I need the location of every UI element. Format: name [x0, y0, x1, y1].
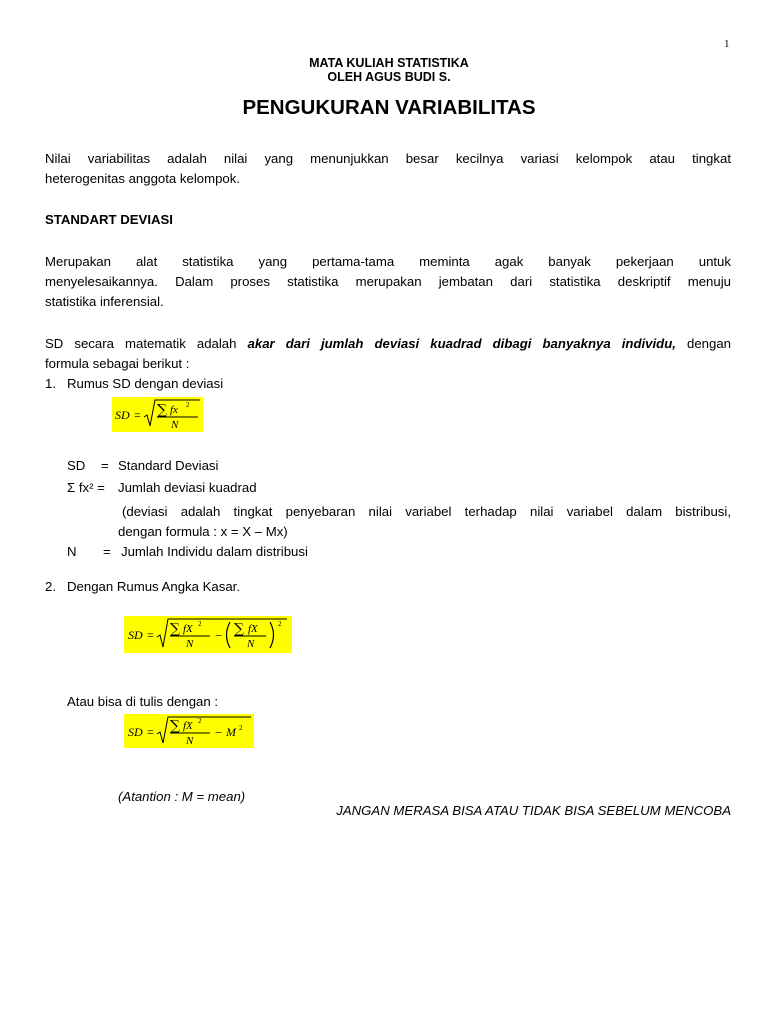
- legend-sd-eq: =: [101, 458, 109, 473]
- formula-1-numerator: fx: [170, 404, 178, 416]
- legend-n-term: N: [67, 544, 77, 559]
- page-title: PENGUKURAN VARIABILITAS: [242, 96, 536, 119]
- formula-2-exponent: 2: [198, 620, 202, 628]
- page-number: 1: [724, 38, 730, 50]
- formula-2-right-paren: [270, 622, 274, 648]
- formula-2-eq: =: [147, 628, 154, 642]
- legend-n-definition: Jumlah Individu dalam distribusi: [121, 544, 308, 559]
- formula-2-outer-exponent: 2: [278, 620, 282, 628]
- formula-3-mean: M: [226, 725, 236, 739]
- formula-2-sum: ∑: [170, 621, 180, 637]
- formula-sd-mean: [124, 714, 254, 748]
- item-2-number: 2.: [45, 579, 56, 594]
- sd-formula-desc-line-2: formula sebagai berikut :: [45, 356, 190, 371]
- formula-3-sum: ∑: [170, 718, 180, 734]
- legend-sd-term: SD: [67, 458, 86, 473]
- legend-fx-definition: Jumlah deviasi kuadrad: [118, 480, 257, 495]
- intro-line-2: heterogenitas anggota kelompok.: [45, 171, 241, 186]
- formula-sd-raw-score-graphic: [124, 616, 292, 653]
- motto: JANGAN MERASA BISA ATAU TIDAK BISA SEBELUM MENCOBA: [336, 803, 731, 818]
- sd-desc-line-1: Merupakan alat statistika yang pertama-tama meminta agak banyak pekerjaan untuk: [45, 254, 731, 269]
- formula-1-denominator: N: [171, 419, 179, 431]
- formula-sd-mean-graphic: [124, 714, 254, 748]
- sd-formula-description: [45, 334, 731, 374]
- formula-2-inner-numerator: fX: [248, 623, 258, 635]
- formula-sd-raw-score: [124, 616, 292, 653]
- legend-note-line-2: dengan formula : x = X – Mx): [118, 524, 288, 539]
- formula-2-inner-denominator: N: [247, 638, 255, 650]
- item-2-label: Dengan Rumus Angka Kasar.: [67, 579, 241, 594]
- formula-3-minus: −: [215, 725, 223, 740]
- attention-note: (Atantion : M = mean): [118, 789, 246, 804]
- item-1-label: Rumus SD dengan deviasi: [67, 376, 224, 391]
- alt-form-label: Atau bisa di tulis dengan :: [67, 694, 219, 709]
- formula-1-lhs: SD: [115, 408, 130, 422]
- formula-3-lhs: SD: [128, 725, 143, 739]
- course-header: [0, 56, 768, 84]
- legend-note-line-1: (deviasi adalah tingkat penyebaran nilai variabel terhadap nilai variabel dalam bistribusi,: [122, 504, 731, 519]
- formula-3-eq: =: [147, 725, 154, 739]
- intro-paragraph: [45, 149, 731, 189]
- sd-formula-desc-line-1: [45, 334, 731, 354]
- author-line: OLEH AGUS BUDI S.: [327, 70, 451, 84]
- course-line: MATA KULIAH STATISTIKA: [309, 56, 469, 70]
- formula-2-minus: −: [215, 628, 223, 643]
- sd-formula-emphasis: akar dari jumlah deviasi kuadrad dibagi banyaknya individu,: [247, 336, 676, 351]
- formula-1-eq: =: [134, 408, 141, 422]
- formula-1-sum: ∑: [157, 402, 167, 418]
- sd-desc-line-3: statistika inferensial.: [45, 294, 164, 309]
- legend-deviation-note: [118, 502, 731, 542]
- formula-3-numerator: fX: [183, 720, 193, 732]
- legend-fx-term: Σ fx² =: [67, 480, 105, 495]
- formula-sd-deviation: [112, 397, 203, 432]
- formula-2-denominator: N: [186, 638, 194, 650]
- item-1-number: 1.: [45, 376, 56, 391]
- sd-formula-prefix: SD secara matematik adalah: [45, 336, 248, 351]
- legend-sd-definition: Standard Deviasi: [118, 458, 219, 473]
- formula-2-lhs: SD: [128, 628, 143, 642]
- formula-1-exponent: 2: [186, 401, 190, 409]
- sd-formula-suffix: dengan: [675, 336, 732, 351]
- formula-3-exponent: 2: [198, 717, 202, 725]
- sd-description: [45, 252, 731, 312]
- formula-3-mean-exponent: 2: [239, 724, 243, 732]
- sd-desc-line-2: menyelesaikannya. Dalam proses statistika merupakan jembatan dari statistika deskriptif menuju: [45, 274, 731, 289]
- legend-n-eq: =: [103, 544, 111, 559]
- formula-2-inner-sum: ∑: [234, 621, 244, 637]
- formula-2-numerator: fX: [183, 623, 193, 635]
- formula-3-denominator: N: [186, 735, 194, 747]
- section-heading: STANDART DEVIASI: [45, 212, 173, 227]
- intro-line-1: Nilai variabilitas adalah nilai yang menunjukkan besar kecilnya variasi kelompok atau tingkat: [45, 151, 731, 166]
- formula-sd-deviation-graphic: [112, 397, 203, 432]
- formula-2-left-paren: [227, 622, 231, 648]
